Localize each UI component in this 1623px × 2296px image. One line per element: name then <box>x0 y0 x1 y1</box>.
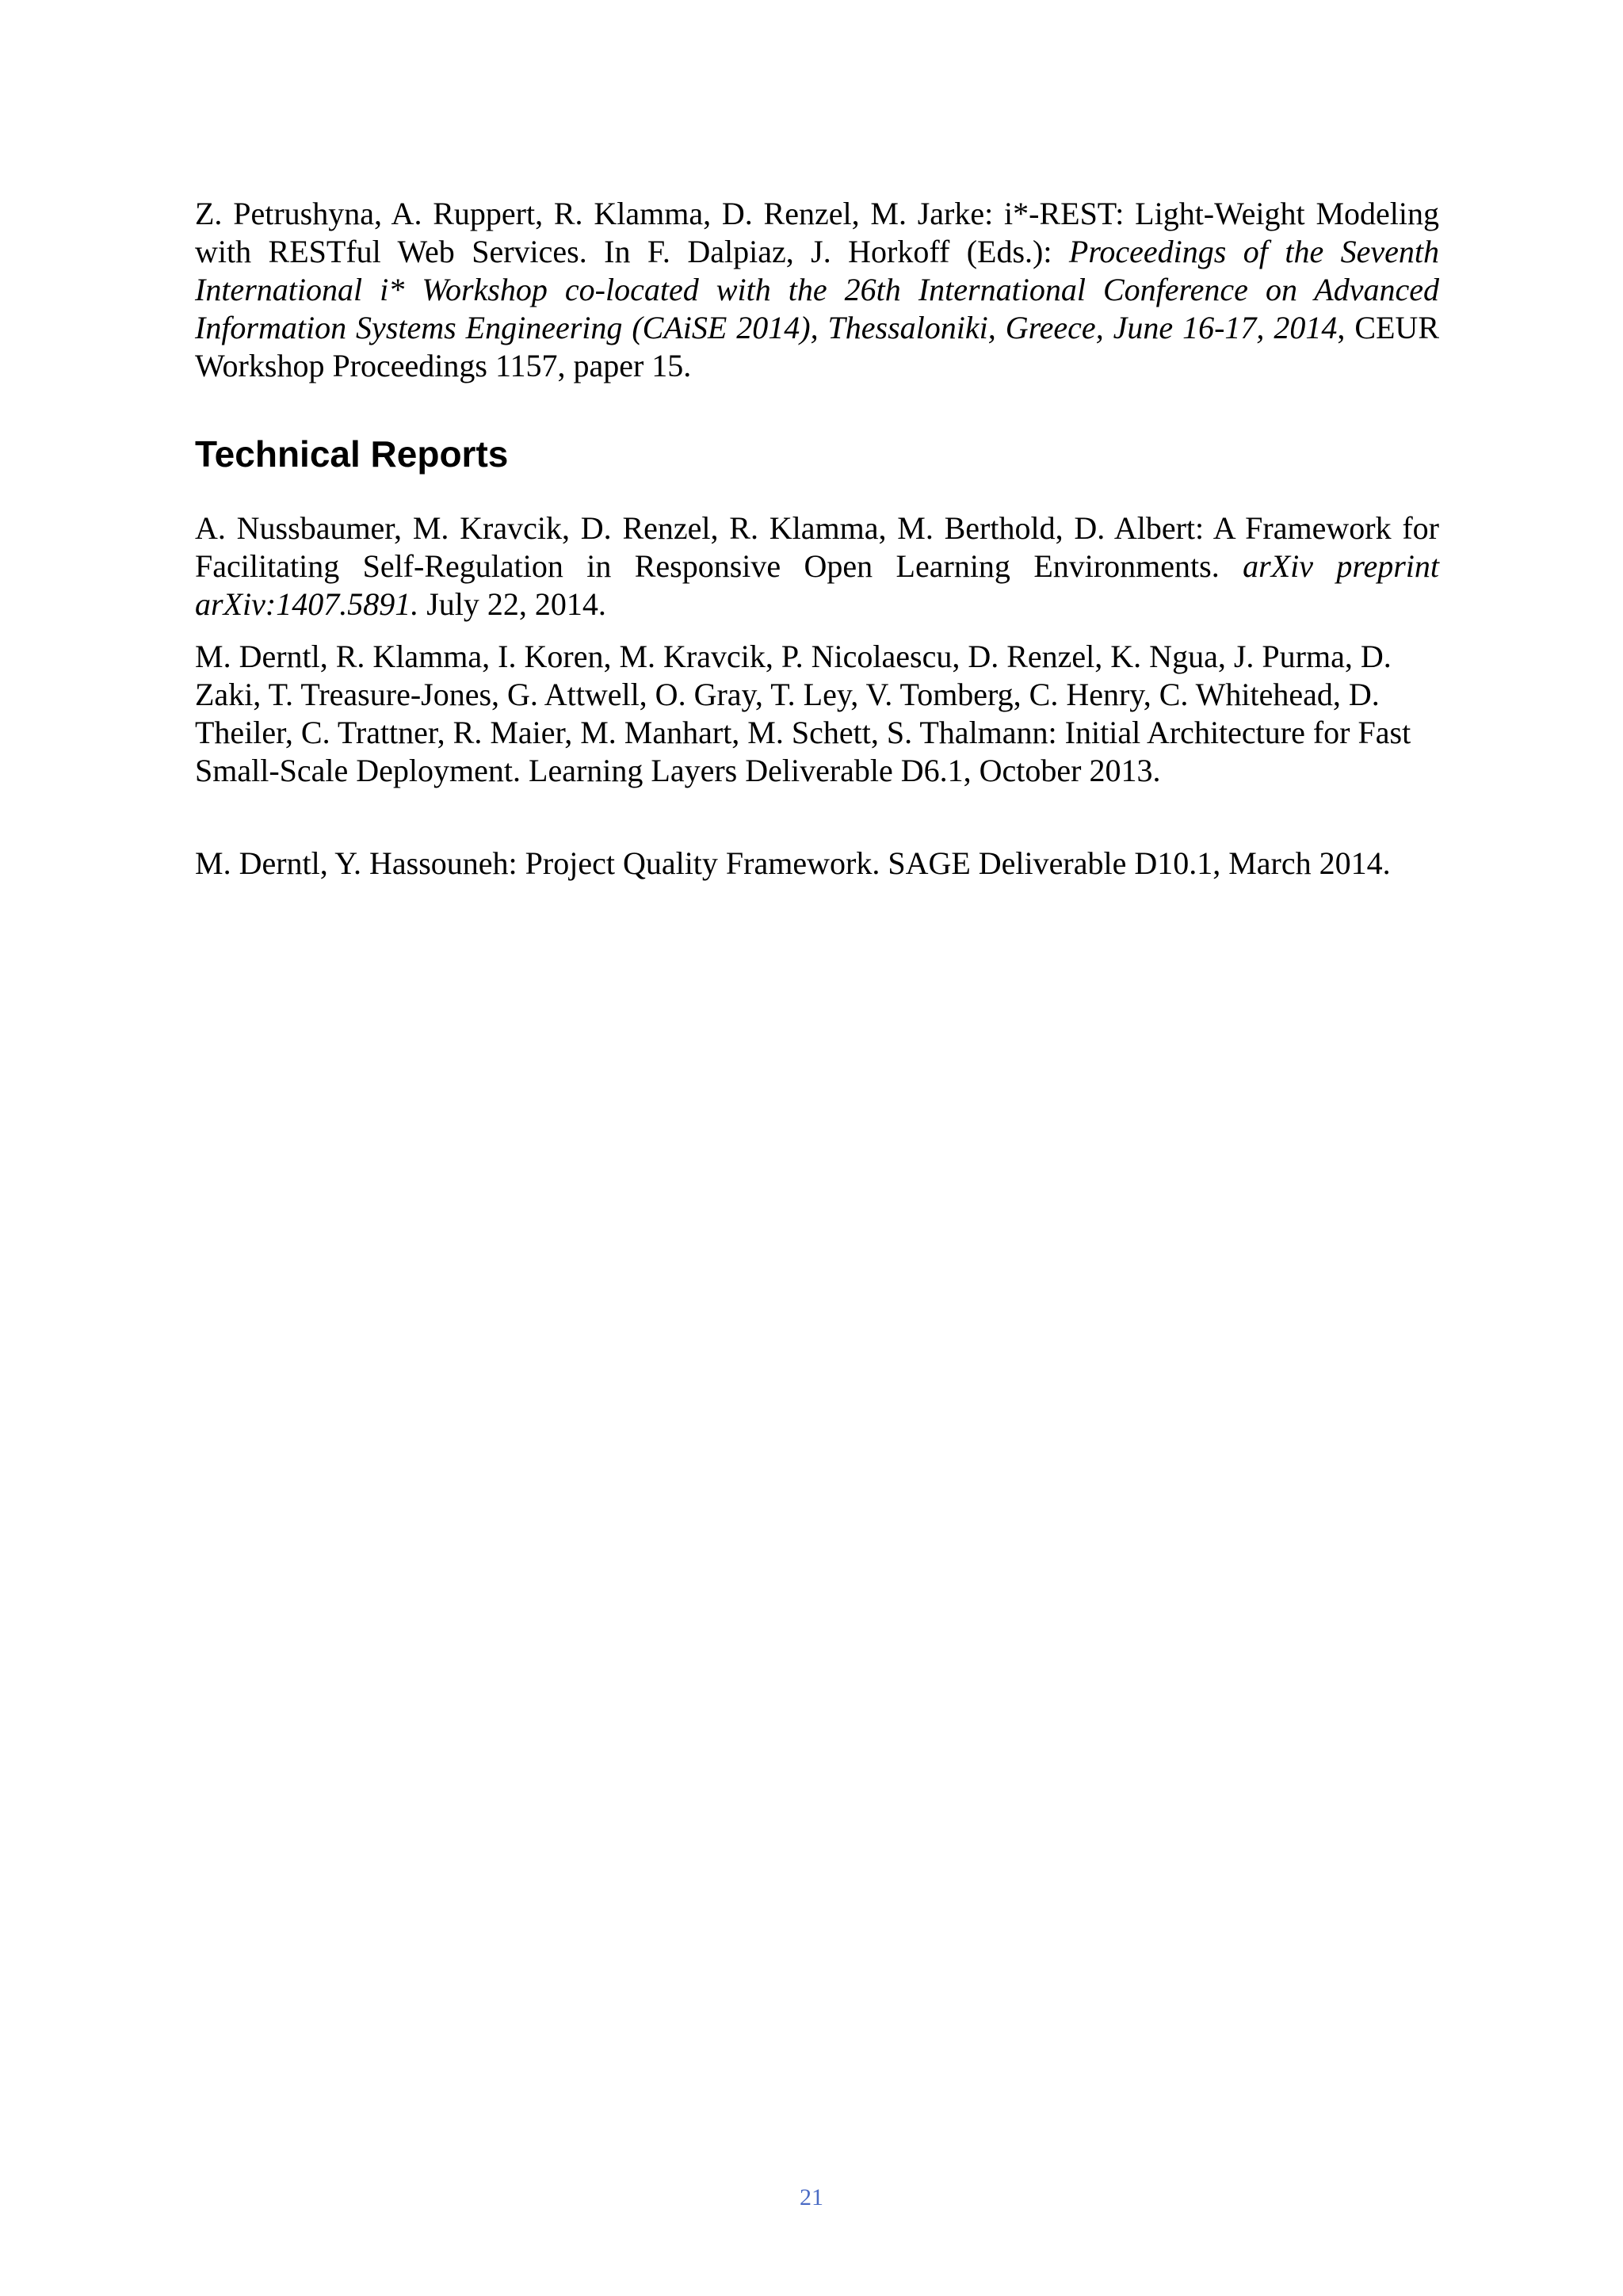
reference-tail: , CEUR Workshop Proceedings 1157, paper 15. <box>195 310 1440 383</box>
technical-report-entry <box>195 509 1439 624</box>
reference-entry <box>195 195 1439 385</box>
page-number: 21 <box>800 2184 823 2210</box>
report-tail: July 22, 2014. <box>418 586 606 622</box>
report-venue: arXiv preprint arXiv:1407.5891. <box>195 548 1440 622</box>
technical-report-entry: M. Derntl, R. Klamma, I. Koren, M. Kravcik, P. Nicolaescu, D. Renzel, K. Ngua, J. Purma, D. Zaki, T. Treasure-Jones, G. Attwell, O. Gray, T. Ley, V. Tomberg, C. Henry, C. Whitehead, D. Theiler, C. Trattner, R. Maier, M. Manhart, M. Schett, S. Thalmann: Initial Architecture for Fast Small-Scale Deployment. Learning Layers Deliverable D6.1, October 2013. <box>195 639 1411 788</box>
report-authors-title: A. Nussbaumer, M. Kravcik, D. Renzel, R. Klamma, M. Berthold, D. Albert: A Framework for Facilitating Self-Regulation in Responsive Open Learning Environments. <box>195 510 1439 584</box>
technical-report-entry: M. Derntl, Y. Hassouneh: Project Quality Framework. SAGE Deliverable D10.1, March 2014. <box>195 845 1391 881</box>
reference-venue: Proceedings of the Seventh International i* Workshop co-located with the 26th International Conference on Advanced Information Systems Engineering (CAiSE 2014), Thessaloniki, Greece, June 16-17, 2014 <box>195 234 1440 345</box>
section-heading: Technical Reports <box>195 433 509 475</box>
reference-authors-title: Z. Petrushyna, A. Ruppert, R. Klamma, D. Renzel, M. Jarke: i*-REST: Light-Weight Modeling with RESTful Web Services. In F. Dalpiaz, J. Horkoff (Eds.): <box>195 196 1439 269</box>
